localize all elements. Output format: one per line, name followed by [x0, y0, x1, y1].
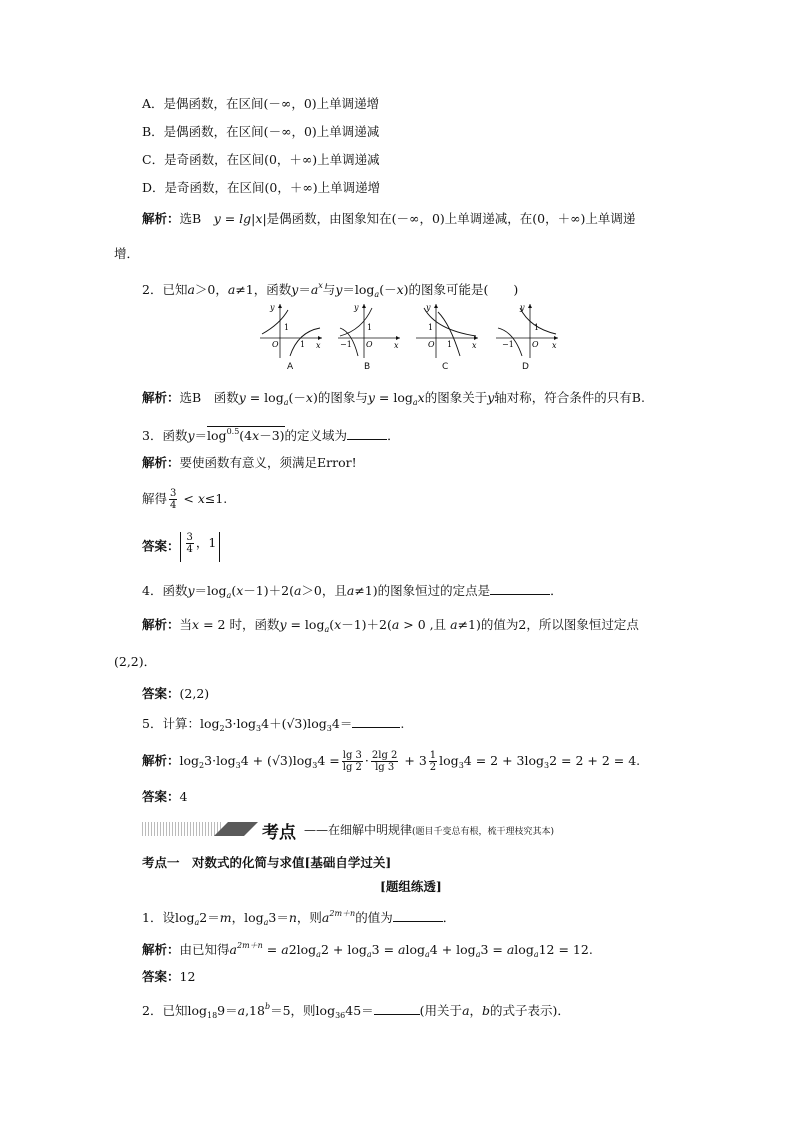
q1-solution-cont: 增． [114, 246, 140, 261]
svg-text:x: x [394, 341, 399, 350]
svg-text:−1: −1 [502, 340, 514, 349]
banner-stripes [142, 822, 222, 836]
q4-solution-cont: (2,2)． [114, 654, 157, 669]
svg-text:1: 1 [447, 340, 453, 349]
tick-1: 1 [284, 323, 290, 332]
graph-a [258, 302, 324, 360]
axis-x-label: x [316, 341, 321, 350]
graph-b [336, 302, 402, 360]
q4-solution: 解析：当x = 2 时，函数$y = \log_a(x-1)+2(a > 0$ ,且 a≠1)的值为2，所以图象恒过定点 [142, 617, 639, 634]
k1-answer: 答案：12 [142, 969, 196, 984]
graph-d-label: D [522, 362, 529, 372]
q3-solution: 解析：要使函数有意义，须满足Error! [142, 455, 357, 470]
svg-text:y: y [520, 303, 525, 312]
svg-text:1: 1 [367, 323, 373, 332]
option-d: D．是奇函数，在区间(0，＋∞)上单调递增 [142, 180, 381, 195]
q3-solution-2: 解得 $\frac{3}{4}$ < x≤1. [142, 488, 228, 511]
svg-text:O: O [532, 340, 539, 349]
section-banner [142, 818, 682, 842]
q2-stem: 2．已知a＞0，a≠1，函数$y=a^x$与$y=\log_a(-x)$的图象可能是( ) [142, 281, 519, 299]
axis-y-label: y [270, 303, 275, 312]
option-a: A．是偶函数，在区间(－∞，0)上单调递增 [142, 96, 380, 111]
svg-text:x: x [472, 341, 477, 350]
q2-solution: 解析：选B 函数$y = \log_a(-x)$的图象与$y = \log_ax$的图象关于y轴对称，符合条件的只有B. [142, 390, 645, 407]
k1-solution: 解析：由已知得$a^{2m+n} = a2\log_a2 + \log_a3 = alog_a4 + \log_a3 = alog_a12 = 12$. [142, 941, 593, 959]
k1-stem: 1．设$\log_a2=m$，$\log_a3=n$，则$a^{2m+n}$的值为 ． [142, 909, 456, 927]
svg-text:1: 1 [428, 323, 434, 332]
banner-subtitle: ——在细解中明规律(题目千变总有根，梳干理枝究其本) [304, 823, 555, 837]
q5-answer: 答案：4 [142, 789, 188, 804]
q5-stem: 5．计算：$\log_23\cdot\log_34+(√3)\log_34=$ . [142, 716, 405, 733]
graph-a-label: A [287, 362, 294, 372]
tick-1: 1 [300, 340, 306, 349]
jiexi-label: 解析： [142, 211, 180, 226]
svg-text:−1: −1 [340, 340, 352, 349]
section-subtitle: [题组练透] [380, 879, 442, 894]
graph-b-label: B [364, 362, 371, 372]
option-c: C．是奇函数，在区间(0，＋∞)上单调递减 [142, 152, 380, 167]
graph-c [414, 302, 480, 360]
svg-text:O: O [366, 340, 373, 349]
k2-stem: 2．已知$\log_{18}9=a,18^b=5$，则$\log_{36}45=$ (用关于a，b的式子表示)． [142, 1002, 570, 1020]
origin-label: O [272, 340, 279, 349]
graph-d [494, 302, 560, 360]
daan-label: 答案： [142, 538, 180, 554]
q4-stem: 4．函数$y=\log_a(x-1)+2(a>0$，且a≠1)的图象恒过的定点是 ． [142, 583, 563, 600]
q1-solution: 解析：选B y = lg|x|是偶函数，由图象知在(－∞，0)上单调递减，在(0，＋∞)上单调递 [142, 211, 636, 226]
svg-text:y: y [426, 303, 431, 312]
banner-title: 考点 [262, 823, 296, 843]
svg-text:x: x [552, 341, 557, 350]
option-b: B．是偶函数，在区间(－∞，0)上单调递减 [142, 124, 380, 139]
q4-answer: 答案：(2,2) [142, 686, 210, 701]
svg-text:O: O [428, 340, 435, 349]
graph-c-label: C [442, 362, 449, 372]
q3-stem: 3．函数$y=\log^{0.5}(4x-3)$的定义域为 ． [142, 427, 400, 443]
q3-answer: 答案： $\frac{3}{4}$ ，1 [142, 532, 220, 566]
svg-text:1: 1 [534, 323, 540, 332]
q5-solution: 解析：$\log_23\cdot\log_34 + (√3)\log_34$ = $\frac{\lg 3}{\lg 2}$ · $\frac{2\lg 2}{\lg 3}$ + 3 $\frac{1}{2}$ $\log_34 = 2 + 3\log_32 = 2 + 2 = 4$. [142, 750, 641, 773]
section-title: 考点一 对数式的化简与求值[基础自学过关] [142, 855, 392, 870]
svg-text:y: y [354, 303, 359, 312]
